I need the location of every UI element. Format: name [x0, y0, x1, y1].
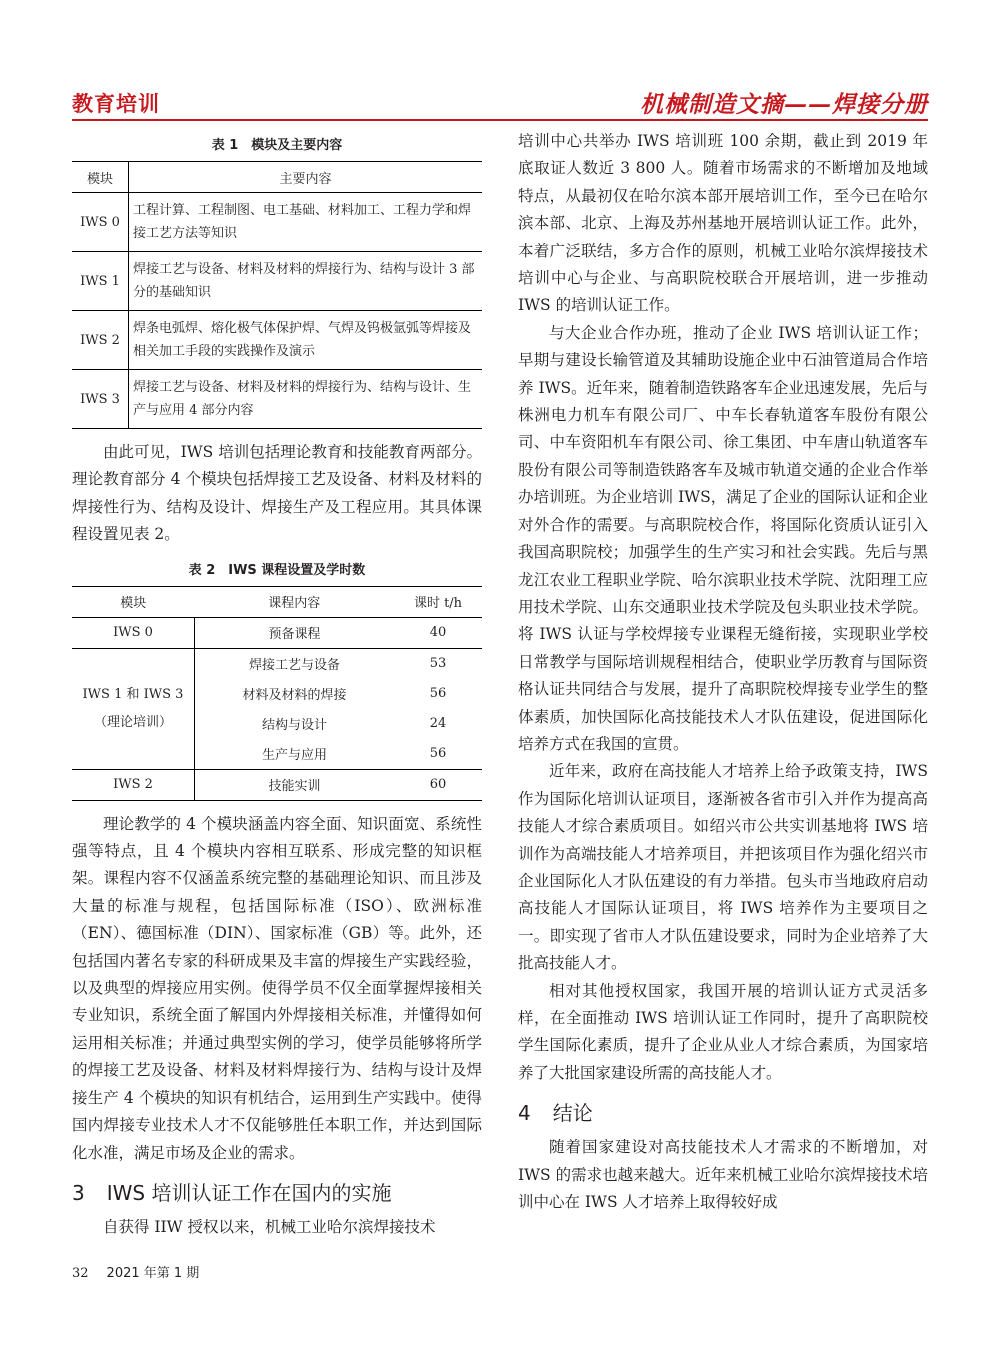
table-row [72, 193, 482, 252]
table2-hours: 24 [429, 716, 447, 732]
table2-hours: 56 [394, 739, 482, 770]
section-heading [518, 1097, 928, 1126]
table2-header-module: 模块 [72, 586, 195, 617]
page-footer [72, 1262, 199, 1281]
paragraph: 与大企业合作办班，推动了企业 IWS 培训认证工作；早期与建设长输管道及其辅助设施企业中石油管道局合作培养 IWS。近年来，随着制造铁路客车企业迅速发展，先后与株洲电力机车有限公司厂、中车长春轨道客车股份有限公司、中车资阳机车有限公司、徐工集团、中车唐山轨道客车股份有限公司等制造铁路客车及城市轨道交通的企业合作举办培训班。为企业培训 IWS，满足了企业的国际认证和企业对外合作的需要。与高职院校合作，将国际化资质认证引入我国高职院校；加强学生的生产实习和社会实践。先后与黑龙江农业工程职业学院、哈尔滨职业技术学院、沈阳理工应用技术学院、山东交通职业技术学院及包头职业技术学院。将 IWS 认证与学校焊接专业课程无缝衔接，实现职业学校日常教学与国际培训规程相结合，使职业学历教育与国际资格认证共同结合与发展，提升了高职院校焊接专业学生的整体素质，加快国际化高技能技术人才队伍建设，促进国际化培养方式在我国的宣贯。 [518, 323, 928, 753]
left-column [72, 128, 482, 1241]
table2-course: 材料及材料的焊接 [242, 688, 347, 704]
table2-merged-module-line2: （理论培训） [93, 714, 172, 730]
table-row [72, 617, 482, 648]
section-heading [72, 1177, 482, 1206]
table2-hours: 40 [394, 617, 482, 648]
paragraph: 培训中心共举办 IWS 培训班 100 余期，截止到 2019 年底取证人数近 3 800 人。随着市场需求的不断增加及地域特点，从最初仅在哈尔滨本部开展培训工作，至今已在哈尔滨本部、北京、上海及苏州基地开展培训认证工作。此外，本着广泛联结，多方合作的原则，机械工业哈尔滨焊接技术培训中心与企业、与高职院校联合开展培训，进一步推动 IWS 的培训认证工作。 [518, 132, 928, 315]
table2-course: 预备课程 [195, 617, 395, 648]
paragraph: 由此可见，IWS 培训包括理论教育和技能教育两部分。理论教育部分 4 个模块包括焊接工艺及设备、材料及材料的焊接性行为、结构及设计、焊接生产及工程应用。其具体课程设置见表 2。 [72, 443, 482, 544]
paragraph: 理论教学的 4 个模块涵盖内容全面、知识面宽、系统性强等特点，且 4 个模块内容相互联系、形成完整的知识框架。课程内容不仅涵盖系统完整的基础理论知识、而且涉及大量的标准与规程，包括国际标准（ISO）、欧洲标准（EN）、德国标准（DIN）、国家标准（GB）等。此外，还包括国内著名专家的科研成果及丰富的焊接生产实践经验，以及典型的焊接应用实例。使得学员不仅全面掌握焊接相关专业知识，系统全面了解国内外焊接相关标准，并懂得如何运用相关标准；并通过典型实例的学习，使学员能够将所学的焊接工艺及设备、材料及材料焊接行为、结构与设计及焊接生产 4 个模块的知识有机结合，运用到生产实践中。使得国内焊接专业技术人才不仅能够胜任本职工作，并达到国际化水准，满足市场及企业的需求。 [72, 814, 482, 1162]
paragraph: 相对其他授权国家，我国开展的培训认证方式灵活多样，在全面推动 IWS 培训认证工作同时，提升了高职院校学生国际化素质，提升了企业从业人才综合素质，为国家培养了大批国家建设所需的高技能人才。 [518, 981, 928, 1082]
table2-merged-module [72, 648, 195, 769]
table2-caption: 表 2 IWS 课程设置及学时数 [188, 562, 366, 578]
table1 [72, 161, 482, 429]
paragraph: 自获得 IIW 授权以来，机械工业哈尔滨焊接技术 [103, 1217, 436, 1236]
table1-module: IWS 1 [72, 252, 129, 311]
right-column [518, 128, 928, 1216]
table2-header-hours: 课时 t/h [394, 586, 482, 617]
table2-hours: 60 [394, 769, 482, 800]
table2 [72, 586, 482, 801]
page-number: 32 [72, 1266, 89, 1281]
table1-module: IWS 0 [72, 193, 129, 252]
table2-module: IWS 2 [72, 769, 195, 800]
header-rule [72, 119, 928, 121]
table2-course: 生产与应用 [195, 739, 395, 770]
table1-content: 工程计算、工程制图、电工基础、材料加工、工程力学和焊接工艺方法等知识 [129, 193, 483, 252]
section-number: 4 [518, 1101, 531, 1126]
table2-header-row [72, 586, 482, 617]
table1-module: IWS 2 [72, 311, 129, 370]
table2-header-course: 课程内容 [195, 586, 395, 617]
table-row [72, 370, 482, 429]
table1-content: 焊接工艺与设备、材料及材料的焊接行为、结构与设计 3 部分的基础知识 [129, 252, 483, 311]
table1-module: IWS 3 [72, 370, 129, 429]
section-title: 结论 [552, 1101, 593, 1126]
table-row [72, 252, 482, 311]
table2-course: 结构与设计 [261, 718, 327, 734]
table2-course: 焊接工艺与设备 [248, 658, 340, 674]
table1-header-content: 主要内容 [129, 162, 483, 193]
issue-label: 2021 年第 1 期 [106, 1266, 200, 1281]
table2-hours: 53 [429, 656, 447, 672]
table-row [72, 311, 482, 370]
section-number: 3 [72, 1180, 85, 1205]
section-label: 教育培训 [72, 92, 160, 116]
table1-caption: 表 1 模块及主要内容 [211, 138, 343, 153]
table-row [72, 648, 482, 679]
table2-module: IWS 0 [72, 617, 195, 648]
paragraph: 随着国家建设对高技能技术人才需求的不断增加，对 IWS 的需求也越来越大。近年来机械工业哈尔滨焊接技术培训中心在 IWS 人才培养上取得较好成 [518, 1138, 928, 1212]
table2-merged-module-line1: IWS 1 和 IWS 3 [82, 686, 184, 702]
paragraph: 近年来，政府在高技能人才培养上给予政策支持，IWS 作为国际化培训认证项目，逐渐被各省市引入并作为提高高技能人才综合素质项目。如绍兴市公共实训基地将 IWS 培训作为高端技能人才培养项目，并把该项目作为强化绍兴市企业国际化人才队伍建设的有力举措。包头市当地政府启动高技能人才国际认证项目，将 IWS 培养作为主要项目之一。即实现了省市人才队伍建设要求，同时为企业培养了大批高技能人才。 [518, 762, 928, 973]
table1-content: 焊条电弧焊、熔化极气体保护焊、气焊及钨极氩弧等焊接及相关加工手段的实践操作及演示 [129, 311, 483, 370]
table-row [72, 769, 482, 800]
table1-header-module: 模块 [72, 162, 129, 193]
table1-content: 焊接工艺与设备、材料及材料的焊接行为、结构与设计、生产与应用 4 部分内容 [129, 370, 483, 429]
table1-header-row [72, 162, 482, 193]
table2-course: 技能实训 [195, 769, 395, 800]
table2-hours: 56 [429, 686, 447, 702]
section-title: IWS 培训认证工作在国内的实施 [106, 1180, 392, 1205]
journal-title: 机械制造文摘——焊接分册 [640, 91, 928, 118]
